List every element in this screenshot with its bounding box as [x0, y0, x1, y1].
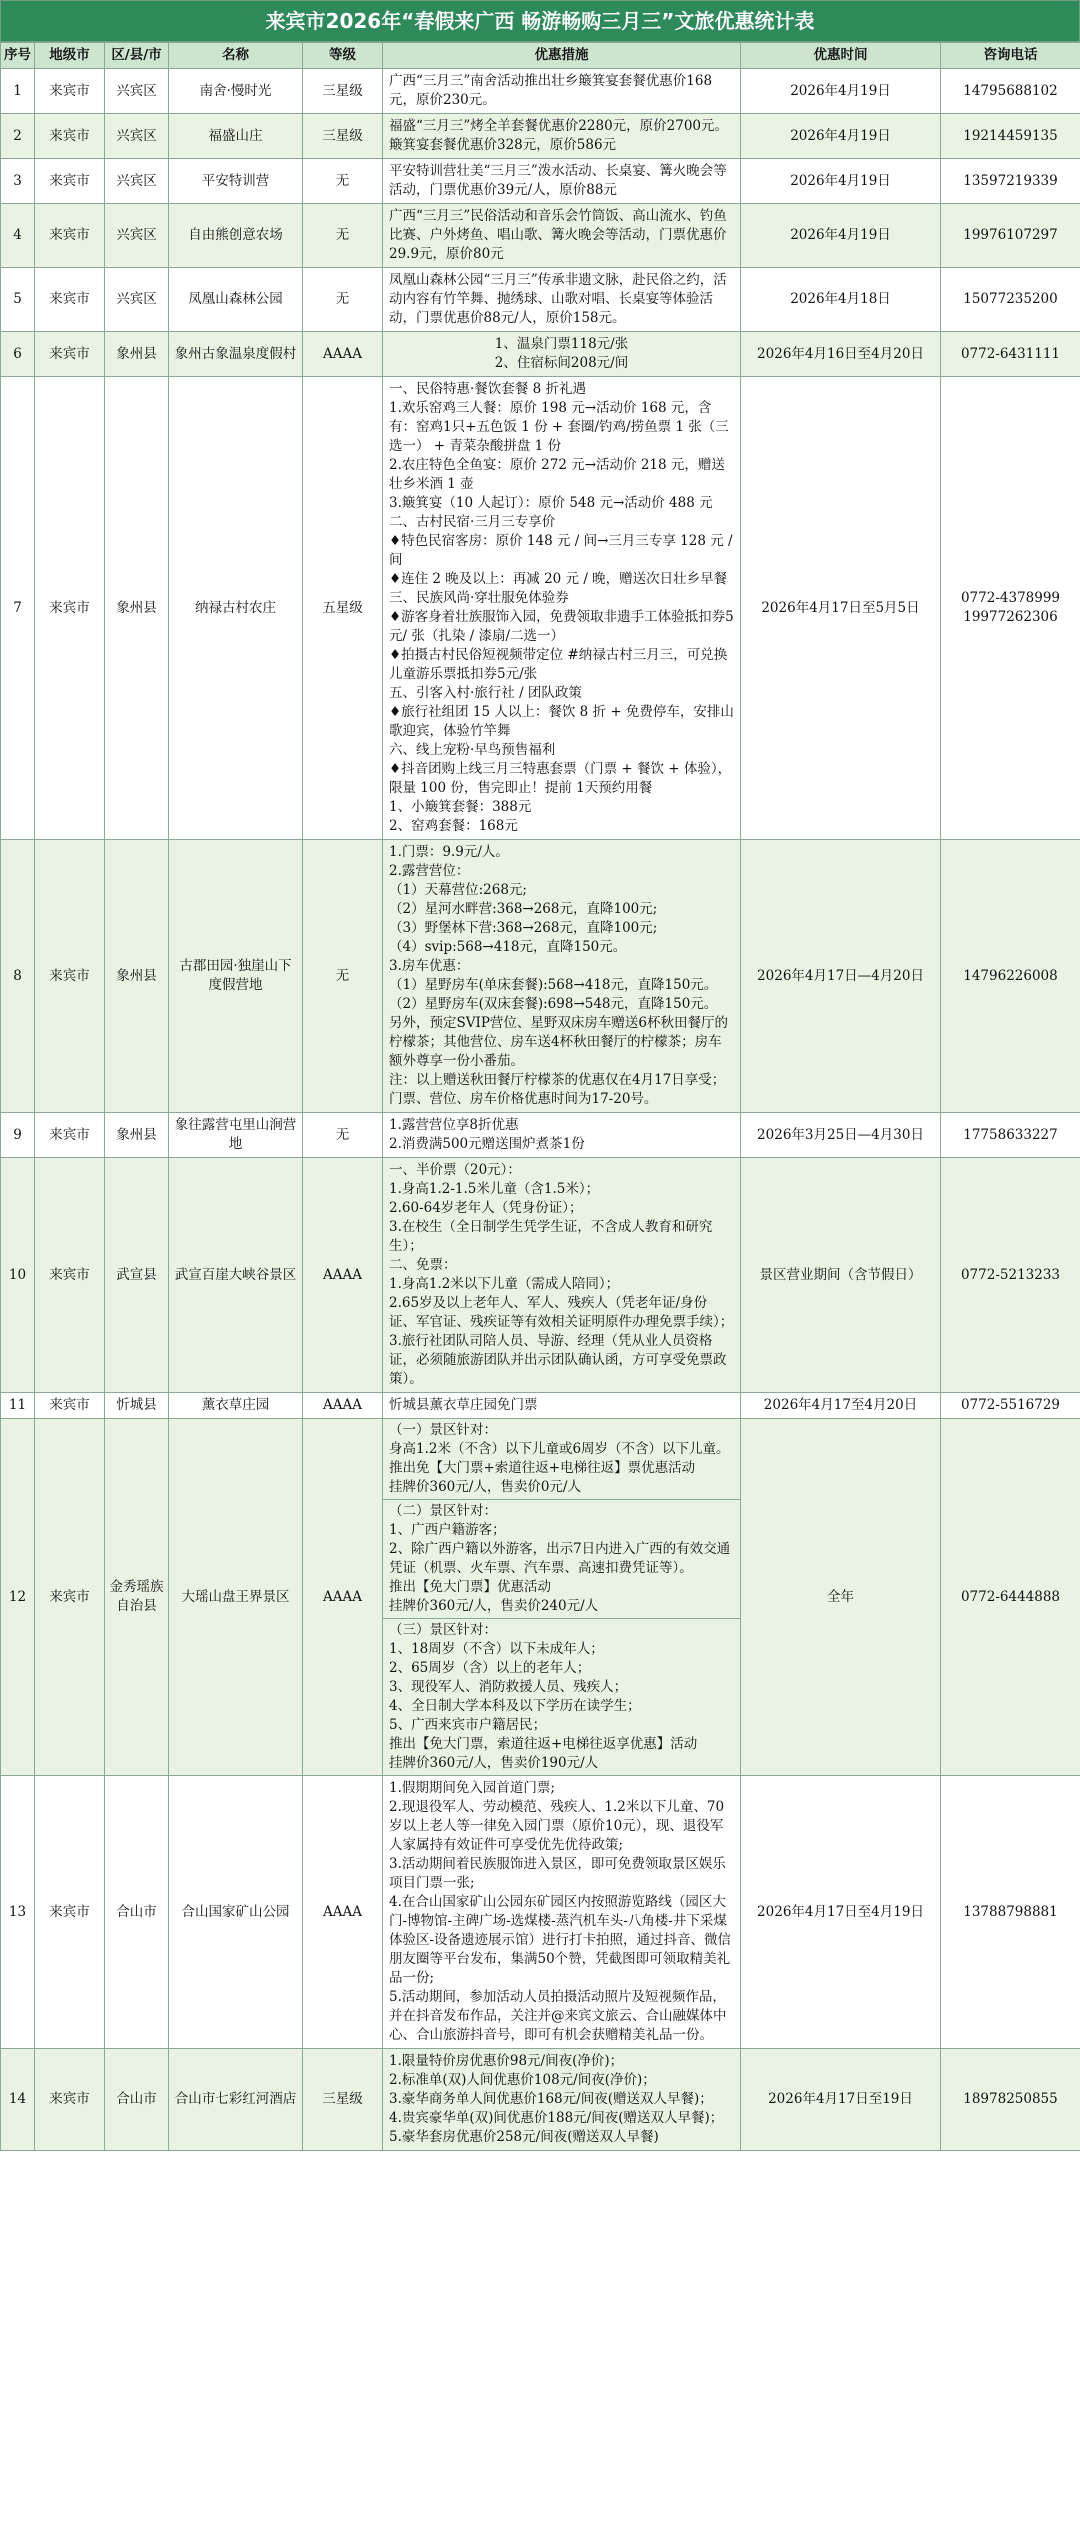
table-row: [1, 1776, 1080, 2049]
cell-time: 2026年4月16日至4月20日: [741, 332, 941, 377]
cell-measures: 1.假期期间免入园首道门票; 2.现退役军人、劳动模范、残疾人、1.2米以下儿童、70岁以上老人等一律免入园门票（原价10元），现、退役军人家属持有效证件可享受优先优待政策; 3.活动期间着民族服饰进入景区，即可免费领取景区娱乐项目门票一张; 4.在合山国家矿山公园东矿园区内按照游览路线（园区大门-博物馆-主碑广场-选煤楼-蒸汽机车头-八角楼-井下采煤体验区-设备遗迹展示馆）进行打卡拍照，通过抖音、微信朋友圈等平台发布，集满50个赞，凭截图即可领取精美礼品一份; 5.活动期间，参加活动人员拍摄活动照片及短视频作品，并在抖音发布作品，关注并@来宾文旅云、合山融媒体中心、合山旅游抖音号，即可有机会获赠精美礼品一份。: [383, 1776, 741, 2049]
cell-county: 象州县: [105, 840, 169, 1113]
cell-phone: 14795688102: [941, 69, 1080, 114]
cell-phone: 13788798881: [941, 1776, 1080, 2049]
cell-phone: 0772-5213233: [941, 1158, 1080, 1393]
table-row: [1, 159, 1080, 204]
cell-measures: 凤凰山森林公园“三月三”传承非遗文脉，赴民俗之约，活动内容有竹竿舞、抛绣球、山歌对唱、长桌宴等体验活动，门票优惠价88元/人，原价158元。: [383, 268, 741, 332]
cell-name: 南舍·慢时光: [169, 69, 303, 114]
cell-measures: 平安特训营壮美“三月三”泼水活动、长桌宴、篝火晚会等活动，门票优惠价39元/人，原价88元: [383, 159, 741, 204]
cell-grade: AAAA: [303, 1158, 383, 1393]
cell-grade: 无: [303, 204, 383, 268]
cell-county: 金秀瑶族自治县: [105, 1419, 169, 1776]
cell-grade: 三星级: [303, 2049, 383, 2151]
cell-county: 武宣县: [105, 1158, 169, 1393]
promo-table: [0, 42, 1080, 2151]
cell-no: 8: [1, 840, 35, 1113]
col-header-measures: 优惠措施: [383, 43, 741, 69]
cell-time: 全年: [741, 1419, 941, 1776]
cell-county: 象州县: [105, 1113, 169, 1158]
cell-no: 4: [1, 204, 35, 268]
table-row: [1, 377, 1080, 840]
cell-measures: 福盛“三月三”烤全羊套餐优惠价2280元，原价2700元。簸箕宴套餐优惠价328元，原价586元: [383, 114, 741, 159]
cell-city: 来宾市: [35, 69, 105, 114]
measure-sub-block: （二）景区针对： 1、广西户籍游客； 2、除广西户籍以外游客，出示7日内进入广西的有效交通凭证（机票、火车票、汽车票、高速扣费凭证等）。 推出【免大门票】优惠活动 挂牌价360元/人，售卖价240元/人: [383, 1500, 740, 1619]
cell-name: 平安特训营: [169, 159, 303, 204]
cell-county: 忻城县: [105, 1393, 169, 1419]
cell-measures: 广西“三月三”民俗活动和音乐会竹筒饭、高山流水、钓鱼比赛、户外烤鱼、唱山歌、篝火晚会等活动，门票优惠价29.9元，原价80元: [383, 204, 741, 268]
table-row: [1, 840, 1080, 1113]
cell-time: 2026年4月19日: [741, 69, 941, 114]
cell-no: 14: [1, 2049, 35, 2151]
cell-no: 3: [1, 159, 35, 204]
cell-grade: AAAA: [303, 1419, 383, 1776]
cell-grade: 无: [303, 840, 383, 1113]
cell-no: 13: [1, 1776, 35, 2049]
cell-city: 来宾市: [35, 332, 105, 377]
cell-time: 景区营业期间（含节假日）: [741, 1158, 941, 1393]
cell-measures: [383, 1419, 741, 1776]
cell-time: 2026年4月17日—4月20日: [741, 840, 941, 1113]
cell-city: 来宾市: [35, 1113, 105, 1158]
cell-county: 象州县: [105, 332, 169, 377]
cell-county: 合山市: [105, 2049, 169, 2151]
col-header-city: 地级市: [35, 43, 105, 69]
col-header-grade: 等级: [303, 43, 383, 69]
cell-time: 2026年4月19日: [741, 159, 941, 204]
cell-time: 2026年4月17日至19日: [741, 2049, 941, 2151]
cell-grade: 无: [303, 1113, 383, 1158]
cell-no: 9: [1, 1113, 35, 1158]
cell-phone: 0772-6444888: [941, 1419, 1080, 1776]
cell-time: 2026年4月19日: [741, 204, 941, 268]
cell-name: 象往露营屯里山涧营地: [169, 1113, 303, 1158]
cell-name: 合山市七彩红河酒店: [169, 2049, 303, 2151]
cell-phone: 0772-5516729: [941, 1393, 1080, 1419]
cell-measures: 1.露营营位享8折优惠 2.消费满500元赠送围炉煮茶1份: [383, 1113, 741, 1158]
cell-county: 兴宾区: [105, 114, 169, 159]
table-row: [1, 332, 1080, 377]
col-header-no: 序号: [1, 43, 35, 69]
cell-phone: 19976107297: [941, 204, 1080, 268]
cell-measures: 一、半价票（20元）： 1.身高1.2-1.5米儿童（含1.5米）； 2.60-64岁老年人（凭身份证）； 3.在校生（全日制学生凭学生证，不含成人教育和研究生）； 二、免票： 1.身高1.2米以下儿童（需成人陪同）； 2.65岁及以上老年人、军人、残疾人（凭老年证/身份证、军官证、残疾证等有效相关证明原件办理免票手续）； 3.旅行社团队司陪人员、导游、经理（凭从业人员资格证，必须随旅游团队并出示团队确认函，方可享受免票政策）。: [383, 1158, 741, 1393]
table-row: [1, 268, 1080, 332]
cell-name: 自由熊创意农场: [169, 204, 303, 268]
cell-phone: 0772-6431111: [941, 332, 1080, 377]
cell-phone: 15077235200: [941, 268, 1080, 332]
cell-grade: AAAA: [303, 1393, 383, 1419]
cell-city: 来宾市: [35, 1393, 105, 1419]
cell-grade: 五星级: [303, 377, 383, 840]
cell-city: 来宾市: [35, 377, 105, 840]
table-row: [1, 2049, 1080, 2151]
cell-time: 2026年4月18日: [741, 268, 941, 332]
cell-grade: AAAA: [303, 1776, 383, 2049]
cell-city: 来宾市: [35, 2049, 105, 2151]
cell-phone: 17758633227: [941, 1113, 1080, 1158]
cell-phone: 13597219339: [941, 159, 1080, 204]
cell-county: 兴宾区: [105, 159, 169, 204]
cell-county: 兴宾区: [105, 204, 169, 268]
cell-time: 2026年4月19日: [741, 114, 941, 159]
cell-phone: 18978250855: [941, 2049, 1080, 2151]
cell-time: 2026年4月17至4月20日: [741, 1393, 941, 1419]
sheet-title: 来宾市2026年“春假来广西 畅游畅购三月三”文旅优惠统计表: [0, 0, 1080, 42]
cell-no: 11: [1, 1393, 35, 1419]
cell-measures: 1、温泉门票118元/张 2、住宿标间208元/间: [383, 332, 741, 377]
col-header-name: 名称: [169, 43, 303, 69]
measure-sub-block: （三）景区针对： 1、18周岁（不含）以下未成年人； 2、65周岁（含）以上的老年人； 3、现役军人、消防救援人员、残疾人； 4、全日制大学本科及以下学历在读学生； 5、广西来宾市户籍居民； 推出【免大门票，索道往返+电梯往返享优惠】活动 挂牌价360元/人，售卖价190元/人: [389, 1622, 698, 1771]
cell-city: 来宾市: [35, 1776, 105, 2049]
cell-name: 武宣百崖大峡谷景区: [169, 1158, 303, 1393]
cell-time: 2026年4月17日至5月5日: [741, 377, 941, 840]
table-row: [1, 1419, 1080, 1776]
cell-grade: 三星级: [303, 69, 383, 114]
cell-name: 凤凰山森林公园: [169, 268, 303, 332]
table-row: [1, 114, 1080, 159]
table-row: [1, 69, 1080, 114]
cell-phone: 0772-4378999 19977262306: [941, 377, 1080, 840]
cell-name: 纳禄古村农庄: [169, 377, 303, 840]
cell-no: 5: [1, 268, 35, 332]
col-header-phone: 咨询电话: [941, 43, 1080, 69]
cell-time: 2026年4月17日至4月19日: [741, 1776, 941, 2049]
cell-city: 来宾市: [35, 268, 105, 332]
cell-city: 来宾市: [35, 159, 105, 204]
cell-city: 来宾市: [35, 204, 105, 268]
cell-measures: 1.限量特价房优惠价98元/间夜(净价)； 2.标准单(双)人间优惠价108元/间夜(净价)； 3.豪华商务单人间优惠价168元/间夜(赠送双人早餐)； 4.贵宾豪华单(双)间优惠价188元/间夜(赠送双人早餐)； 5.豪华套房优惠价258元/间夜(赠送双人早餐): [383, 2049, 741, 2151]
cell-phone: 14796226008: [941, 840, 1080, 1113]
cell-name: 象州古象温泉度假村: [169, 332, 303, 377]
cell-county: 兴宾区: [105, 268, 169, 332]
cell-name: 大瑶山盘王界景区: [169, 1419, 303, 1776]
cell-grade: 无: [303, 268, 383, 332]
cell-name: 福盛山庄: [169, 114, 303, 159]
cell-no: 2: [1, 114, 35, 159]
col-header-county: 区/县/市: [105, 43, 169, 69]
cell-name: 古郡田园·独崖山下度假营地: [169, 840, 303, 1113]
cell-no: 6: [1, 332, 35, 377]
cell-no: 12: [1, 1419, 35, 1776]
table-row: [1, 1113, 1080, 1158]
cell-no: 10: [1, 1158, 35, 1393]
cell-grade: AAAA: [303, 332, 383, 377]
cell-city: 来宾市: [35, 1419, 105, 1776]
cell-name: 薰衣草庄园: [169, 1393, 303, 1419]
table-row: [1, 1158, 1080, 1393]
table-header-row: [1, 43, 1080, 69]
cell-city: 来宾市: [35, 114, 105, 159]
cell-county: 合山市: [105, 1776, 169, 2049]
col-header-time: 优惠时间: [741, 43, 941, 69]
cell-measures: 一、民俗特惠·餐饮套餐 8 折礼遇 1.欢乐窑鸡三人餐：原价 198 元→活动价 168 元，含有：窑鸡1只+五色饭 1 份 + 套圈/钓鸡/捞鱼票 1 张（三选一） + 青菜杂酸拼盘 1 份 2.农庄特色全鱼宴：原价 272 元→活动价 218 元，赠送壮乡米酒 1 壶 3.簸箕宴（10 人起订）：原价 548 元→活动价 488 元 二、古村民宿·三月三专享价 ♦特色民宿客房：原价 148 元 / 间→三月三专享 128 元 / 间 ♦连住 2 晚及以上：再减 20 元 / 晚，赠送次日壮乡早餐 三、民族风尚·穿壮服免体验券 ♦游客身着壮族服饰入园，免费领取非遗手工体验抵扣券5元/ 张（扎染 / 漆扇/二选一） ♦拍摄古村民俗短视频带定位 #纳禄古村三月三，可兑换儿童游乐票抵扣券5元/张 五、引客入村·旅行社 / 团队政策 ♦旅行社组团 15 人以上：餐饮 8 折 + 免费停车，安排山歌迎宾，体验竹竿舞 六、线上宠粉·早鸟预售福利 ♦抖音团购上线三月三特惠套票（门票 + 餐饮 + 体验），限量 100 份，售完即止！提前 1天预约用餐 1、小簸箕套餐：388元 2、窑鸡套餐：168元: [383, 377, 741, 840]
measure-sub-block: （一）景区针对： 身高1.2米（不含）以下儿童或6周岁（不含）以下儿童。 推出免【大门票+索道往返+电梯往返】票优惠活动 挂牌价360元/人，售卖价0元/人: [383, 1419, 740, 1500]
cell-county: 兴宾区: [105, 69, 169, 114]
cell-county: 象州县: [105, 377, 169, 840]
cell-measures: 1.门票：9.9元/人。 2.露营营位： （1）天幕营位:268元; （2）星河水畔营:368→268元，直降100元; （3）野堡林下营:368→268元，直降100元; （4）svip:568→418元，直降150元。 3.房车优惠： （1）星野房车(单床套餐):568→418元，直降150元。 （2）星野房车(双床套餐):698→548元，直降150元。 另外，预定SVIP营位、星野双床房车赠送6杯秋田餐厅的柠檬茶；其他营位、房车送4杯秋田餐厅的柠檬茶；房车额外尊享一份小番茄。 注：以上赠送秋田餐厅柠檬茶的优惠仅在4月17日享受；门票、营位、房车价格优惠时间为17-20号。: [383, 840, 741, 1113]
cell-phone: 19214459135: [941, 114, 1080, 159]
cell-grade: 无: [303, 159, 383, 204]
cell-grade: 三星级: [303, 114, 383, 159]
table-row: [1, 204, 1080, 268]
cell-no: 7: [1, 377, 35, 840]
cell-measures: 广西“三月三”南舍活动推出壮乡簸箕宴套餐优惠价168元，原价230元。: [383, 69, 741, 114]
cell-city: 来宾市: [35, 1158, 105, 1393]
cell-no: 1: [1, 69, 35, 114]
table-row: [1, 1393, 1080, 1419]
cell-measures: 忻城县薰衣草庄园免门票: [383, 1393, 741, 1419]
cell-time: 2026年3月25日—4月30日: [741, 1113, 941, 1158]
cell-name: 合山国家矿山公园: [169, 1776, 303, 2049]
cell-city: 来宾市: [35, 840, 105, 1113]
